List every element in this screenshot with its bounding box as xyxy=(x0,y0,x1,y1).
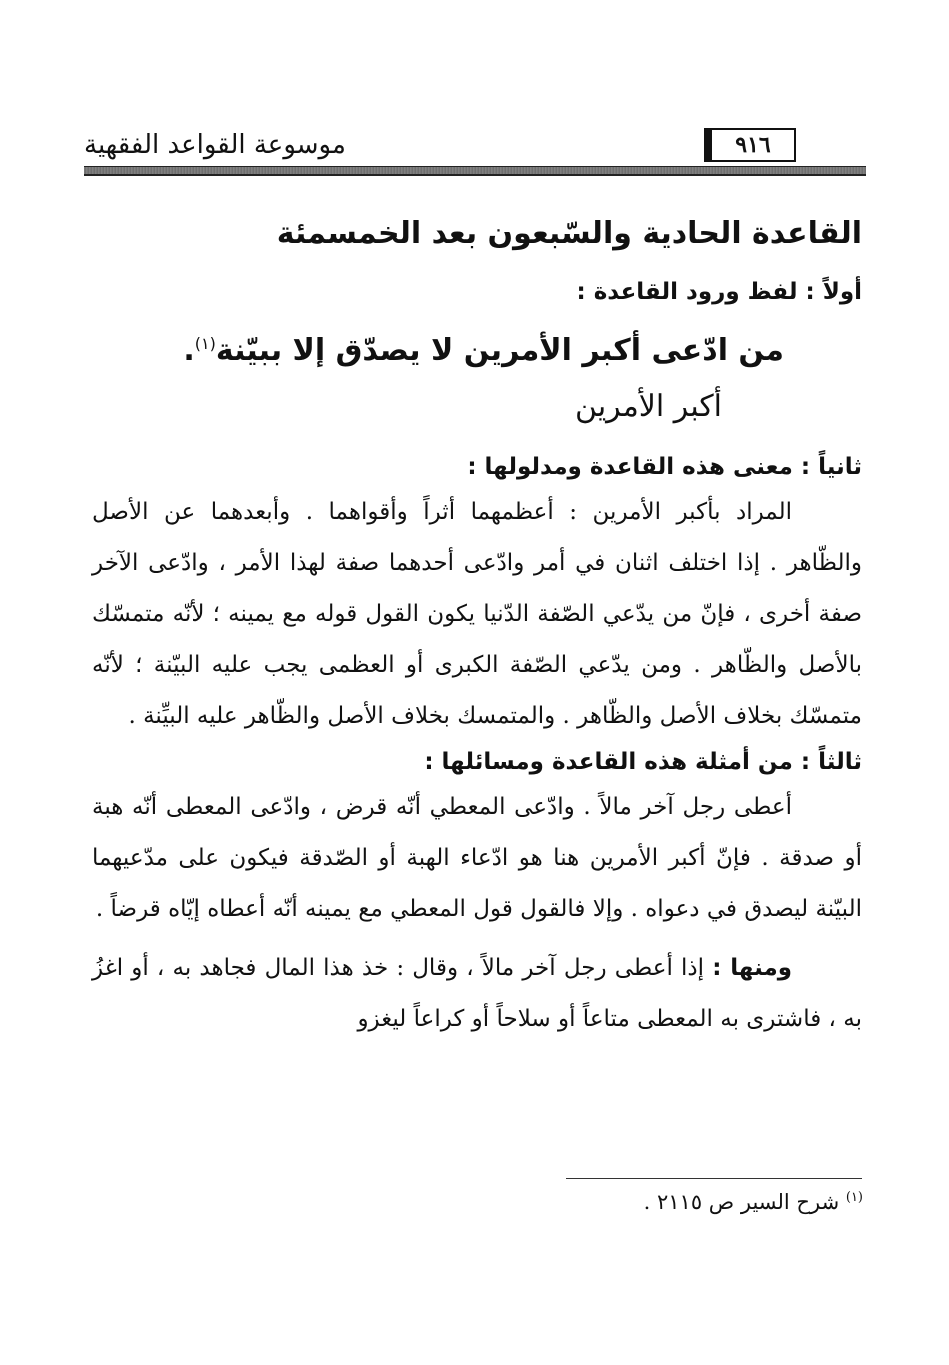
footnote-mark: (١) xyxy=(845,1190,863,1205)
rule-statement xyxy=(92,316,784,379)
rule-statement-end: . xyxy=(183,333,195,368)
paragraph-gap xyxy=(92,935,862,943)
header-divider xyxy=(84,166,866,176)
example-text: إذا أعطى رجل آخر مالاً ، وقال : خذ هذا المال فجاهد به ، أو اغزُ به ، فاشترى به المعطى متاعاً أو سلاحاً أو كراعاً ليغزو xyxy=(92,955,862,1032)
section-3-paragraph-2 xyxy=(92,943,862,1045)
footnote-text: شرح السير ص ٢١١٥ . xyxy=(643,1190,840,1214)
section-3-paragraph-1: أعطى رجل آخر مالاً . وادّعى المعطي أنّه قرض ، وادّعى المعطى أنّه هبة أو صدقة . فإنّ أكبر الأمرين هنا هو ادّعاء الهبة أو الصّدقة فيكون على مدّعيهما البيّنة ليصدق في دعواه . وإلا فالقول قول المعطي مع يمينه أنّه أعطاه إيّاه قرضاً . xyxy=(92,794,862,922)
short-phrase: أكبر الأمرين xyxy=(574,389,722,424)
page-number: ٩١٦ xyxy=(704,128,796,162)
page-body xyxy=(92,210,862,1045)
footnote-divider xyxy=(566,1178,862,1179)
section-2-heading: ثانياً : معنى هذه القاعدة ومدلولها : xyxy=(467,454,862,480)
example-lead: ومنها : xyxy=(712,955,792,981)
section-3-heading: ثالثاً : من أمثلة هذه القاعدة ومسائلها : xyxy=(424,749,862,775)
footnote xyxy=(644,1190,863,1214)
page-header xyxy=(84,122,866,176)
book-title: موسوعة القواعد الفقهية xyxy=(84,130,346,160)
footnote-ref[interactable]: (١) xyxy=(194,334,216,353)
section-2-paragraph: المراد بأكبر الأمرين : أعظمهما أثراً وأقواهما . وأبعدهما عن الأصل والظّاهر . إذا اختلف اثنان في أمر وادّعى أحدهما صفة لهذا الأمر ، وادّعى الآخر صفة أخرى ، فإنّ من يدّعي الصّفة الدّنيا يكون القول قوله مع يمينه ؛ لأنّه متمسّك بالأصل والظّاهر . ومن يدّعي الصّفة الكبرى أو العظمى يجب عليه البيّنة ؛ لأنّه متمسّك بخلاف الأصل والظّاهر . والمتمسك بخلاف الأصل والظّاهر عليه البيِّنة . xyxy=(92,499,862,729)
rule-title: القاعدة الحادية والسّبعون بعد الخمسمئة xyxy=(276,216,862,251)
section-1-heading: أولاً : لفظ ورود القاعدة : xyxy=(576,279,862,305)
rule-statement-text: من ادّعى أكبر الأمرين لا يصدّق إلا ببيّنة xyxy=(215,333,784,368)
